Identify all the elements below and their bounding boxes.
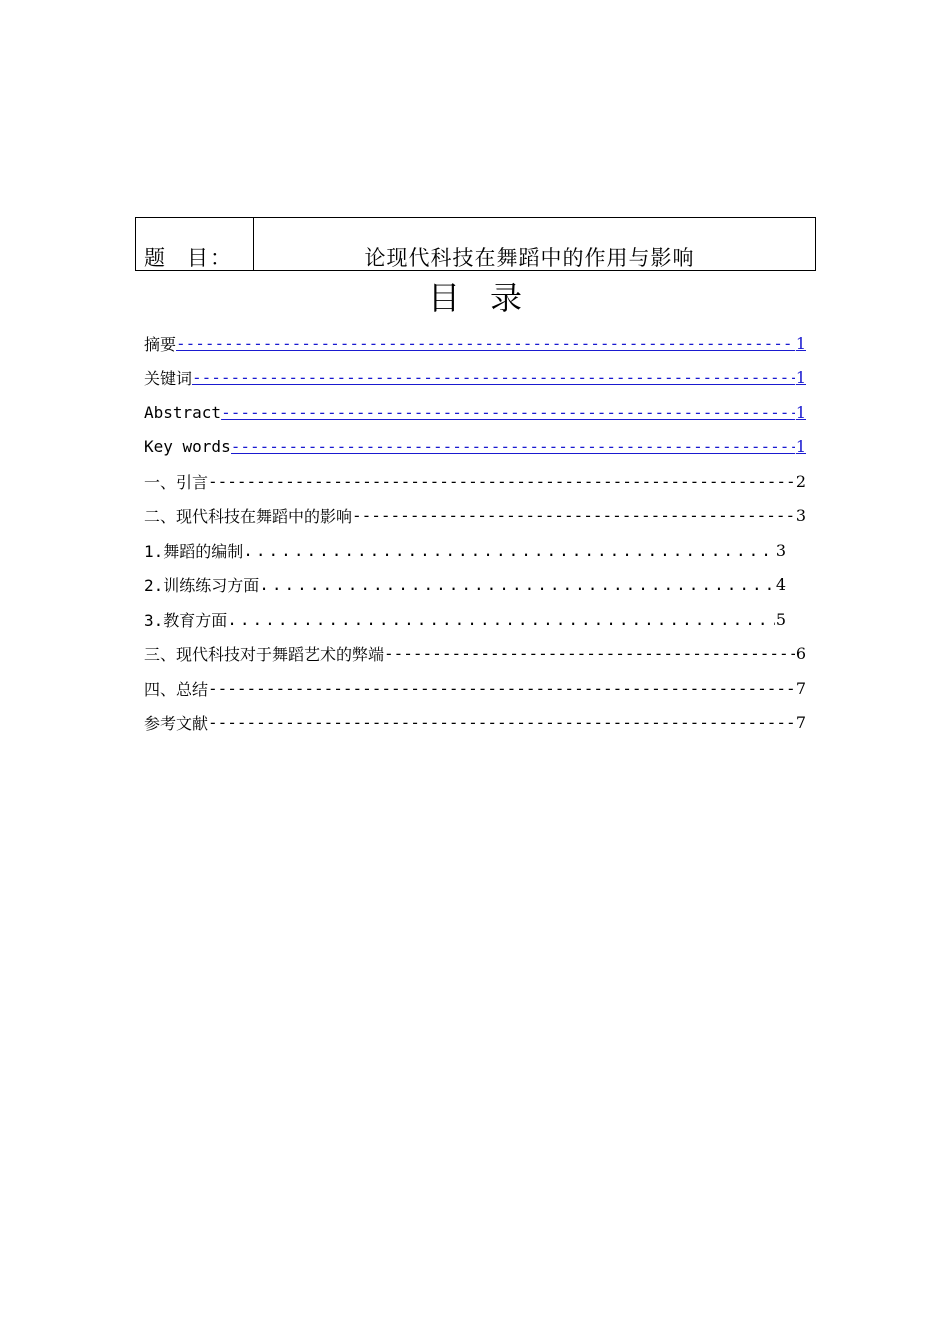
toc-entry-label: 一、引言 (144, 472, 209, 492)
toc-entry-label: 二、现代科技在舞蹈中的影响 (144, 507, 353, 527)
toc-leader (208, 472, 795, 491)
toc-leader (259, 575, 775, 594)
toc-entry-keywords-en[interactable] (144, 430, 806, 465)
toc-entry-page[interactable]: 1 (795, 437, 806, 457)
toc-entry-page[interactable]: 1 (795, 368, 806, 388)
toc-heading-first-char: 目 (427, 279, 460, 317)
toc-heading (0, 278, 950, 318)
toc-entry-abstract-en[interactable] (144, 395, 806, 430)
toc-leader (208, 679, 795, 698)
toc-heading-second-char: 录 (490, 279, 523, 317)
toc-leader (243, 541, 775, 560)
toc-entry-label: 关键词 (144, 369, 193, 389)
toc-entry-label: 四、总结 (144, 679, 209, 699)
toc-entry-page: 7 (795, 713, 806, 733)
toc-entry-keywords-cn[interactable] (144, 361, 806, 396)
title-label-first-char: 题 (144, 246, 167, 270)
toc-entry-page: 6 (795, 644, 806, 664)
toc-entry-section-2-1 (144, 533, 806, 568)
toc-entry-chapter-2 (144, 499, 806, 534)
toc-leader (227, 610, 775, 629)
toc-entry-page: 3 (795, 506, 806, 526)
toc-leader (231, 437, 795, 456)
toc-entry-page[interactable]: 1 (795, 333, 806, 353)
toc-entry-section-2-2 (144, 568, 806, 603)
toc-leader (208, 713, 795, 732)
toc-entry-page: 4 (775, 575, 786, 595)
toc-entry-label: Abstract (144, 402, 222, 422)
toc-entry-label: Key words (144, 437, 231, 457)
toc-entry-label: 三、现代科技对于舞蹈艺术的弊端 (144, 645, 385, 665)
toc-entry-label: 参考文献 (144, 714, 209, 734)
toc-entry-page[interactable]: 1 (795, 402, 806, 422)
title-label-second-part: 目： (187, 246, 233, 270)
toc-entry-references (144, 706, 806, 741)
toc-leader (221, 403, 795, 422)
toc-entry-label: 1.舞蹈的编制 (144, 541, 244, 561)
toc-entry-page: 2 (795, 471, 806, 491)
title-label (136, 218, 254, 270)
toc-entry-label: 2.训练练习方面 (144, 576, 260, 596)
toc-leader (176, 334, 795, 353)
toc-entry-label: 摘要 (144, 334, 177, 354)
toc-entry-chapter-3 (144, 637, 806, 672)
thesis-title: 论现代科技在舞蹈中的作用与影响 (364, 246, 695, 270)
toc-leader (352, 506, 795, 525)
toc-entry-abstract-cn[interactable] (144, 326, 806, 361)
toc-entry-page: 5 (775, 609, 786, 629)
toc-leader (384, 644, 795, 663)
toc-leader (192, 368, 795, 387)
toc-entry-page: 7 (795, 678, 806, 698)
toc-entry-label: 3.教育方面 (144, 610, 228, 630)
toc-entry-page: 3 (775, 540, 786, 560)
toc-entry-section-2-3 (144, 602, 806, 637)
title-table (135, 217, 816, 271)
toc-entry-introduction (144, 464, 806, 499)
toc-entry-chapter-4 (144, 671, 806, 706)
table-of-contents (144, 326, 806, 740)
